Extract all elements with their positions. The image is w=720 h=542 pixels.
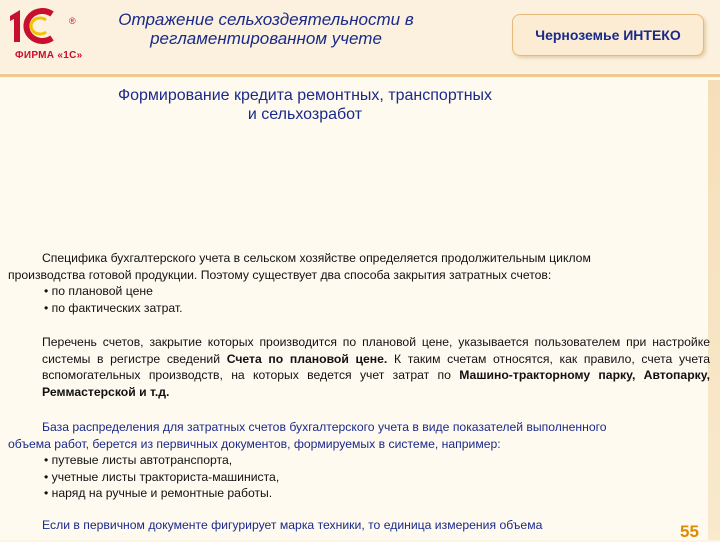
section-title — [70, 86, 540, 124]
paragraph-distribution-base — [8, 419, 710, 502]
bullet-waybills: • путевые листы автотранспорта, — [44, 453, 233, 467]
p2-text — [8, 334, 710, 400]
header — [0, 0, 720, 72]
paragraph-closing-methods — [8, 250, 710, 316]
bullet-planned-price: • по плановой цене — [44, 284, 153, 298]
p3-line1: База распределения для затратных счетов бухгалтерского учета в виде показателей выполненного — [42, 420, 607, 434]
p2-text1: Перечень счетов, закрытие которых производится по плановой цене, указывается пользователем при настройке системы в регистре сведений — [42, 335, 710, 366]
p1-line1: Специфика бухгалтерского учета в сельском хозяйстве определяется продолжительным циклом — [42, 251, 591, 265]
page-number: 55 — [680, 522, 699, 541]
section-title-line2: и сельхозработ — [247, 106, 363, 123]
1c-logo — [6, 8, 86, 63]
p4-text: Если в первичном документе фигурирует марка техники, то единица измерения объема — [42, 518, 543, 532]
p2-bold-divisions: Машино-тракторному парку, Автопарку, Реммастерской и т.д. — [42, 368, 710, 399]
p2-text2: К таким счетам относятся, как правило, счета учета вспомогательных производств, на которых ведется учет затрат по — [42, 351, 710, 382]
bullet-work-orders: • наряд на ручные и ремонтные работы. — [44, 486, 273, 500]
p2-bold-register: Счета по плановой цене. — [226, 351, 388, 366]
slide-title-line1: Отражение сельхоздеятельности в — [118, 10, 414, 29]
paragraph-accounts-list — [8, 334, 710, 400]
registered-mark: ® — [69, 16, 76, 26]
section-title-line1: Формирование кредита ремонтных, транспортных — [117, 87, 493, 104]
header-divider — [0, 74, 720, 77]
paragraph-equipment — [8, 517, 710, 534]
logo-caption: ФИРМА «1С» — [15, 50, 83, 61]
slide-title-line2: регламентированном учете — [150, 29, 382, 48]
bullet-tractor-sheets: • учетные листы тракториста-машиниста, — [44, 469, 280, 484]
1c-logo-mark-icon — [6, 8, 68, 44]
p3-line2: объема работ, берется из первичных документов, формируемых в системе, например: — [8, 436, 501, 451]
p1-line2: производства готовой продукции. Поэтому существует два способа закрытия затратных счетов: — [8, 267, 552, 282]
slide-title — [96, 10, 436, 48]
company-badge: Черноземье ИНТЕКО — [512, 14, 704, 56]
bullet-actual-costs: • по фактических затрат. — [44, 300, 183, 315]
